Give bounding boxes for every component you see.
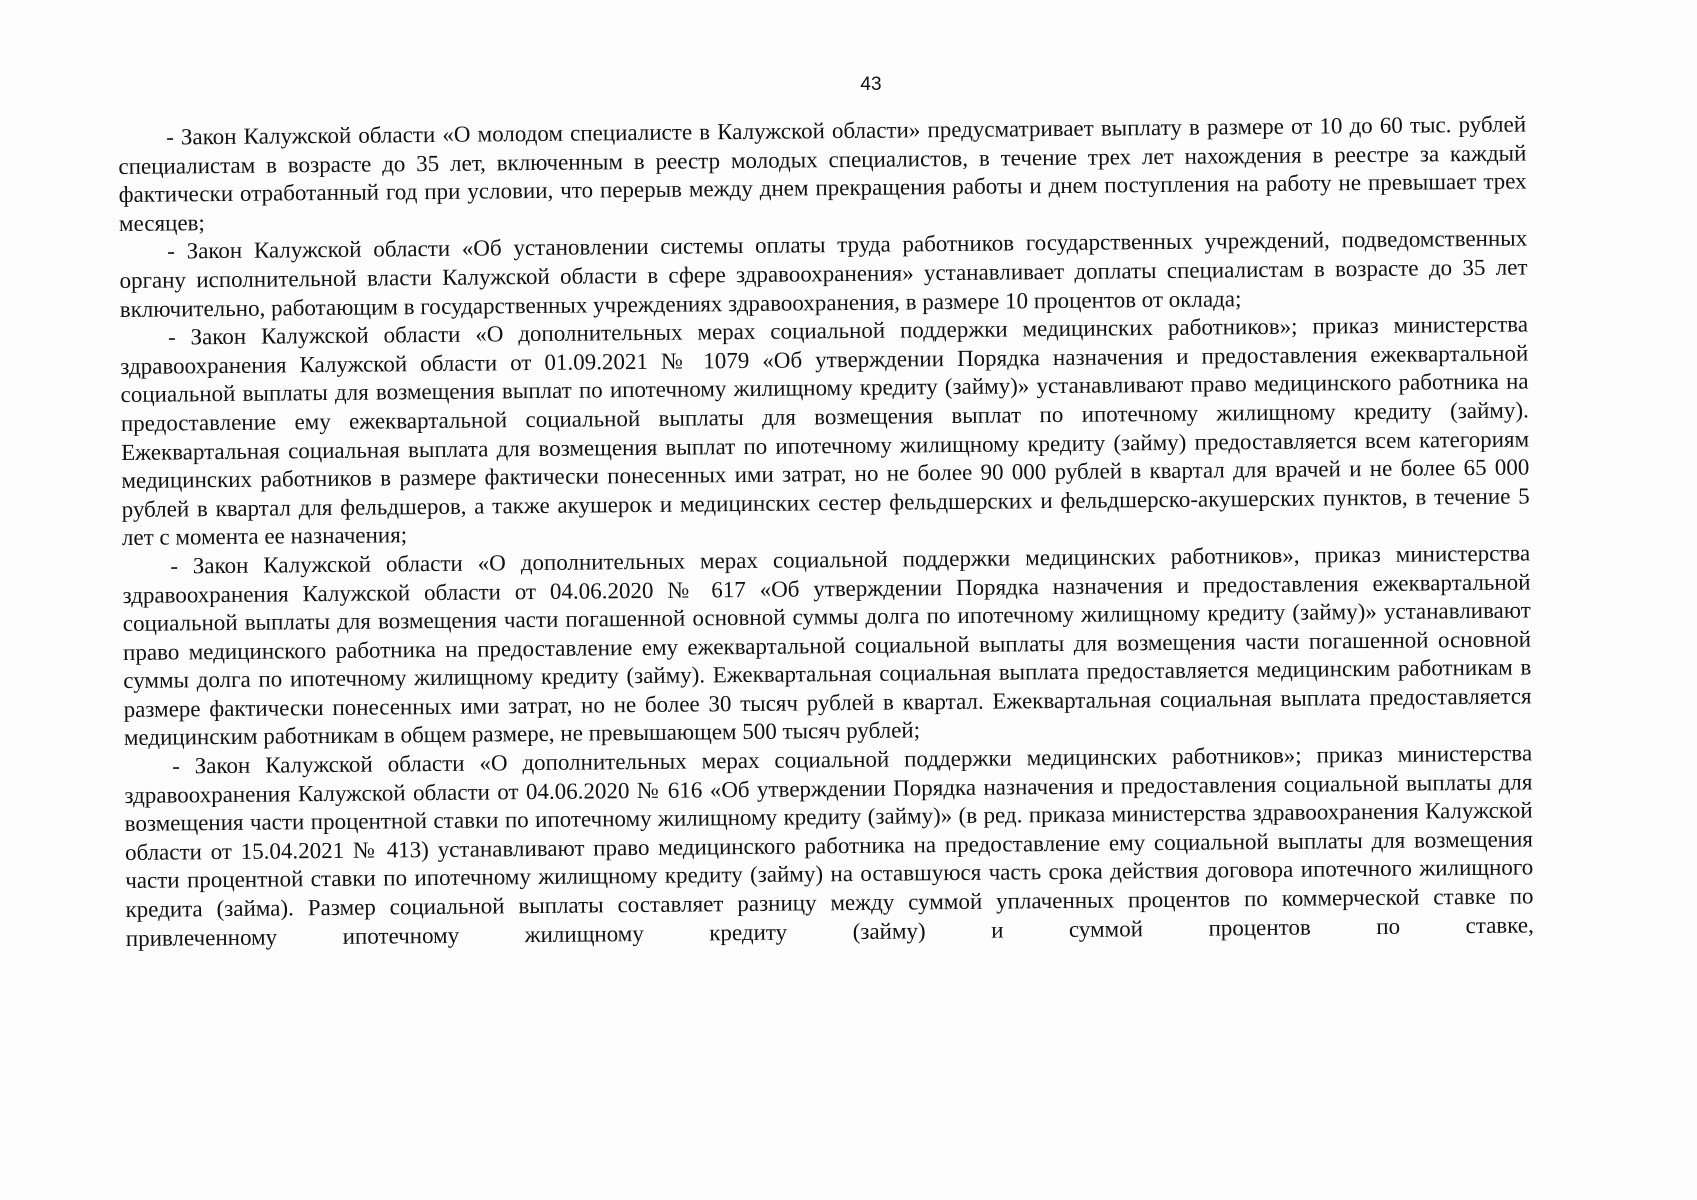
paragraph-young-specialist-law: - Закон Калужской области «О молодом специалисте в Калужской области» предусматривает выплату в размере от 10 до 60 тыс. рублей специалистам в возрасте до 35 лет, включенным в реестр молодых специалистов, в течение трех лет нахождения в реестре за каждый фактически отработанный год при условии, что перерыв между днем прекращения работы и днем поступления на работу не превышает трех месяцев; xyxy=(118,111,1527,236)
paragraph-pay-system-law: - Закон Калужской области «Об установлении системы оплаты труда работников государственных учреждений, подведомственных органу исполнительной власти Калужской области в сфере здравоохранения» устанавливает доплаты специалистам в возрасте до 35 лет включительно, работающим в государственных учреждениях здравоохранения, в размере 10 процентов от оклада; xyxy=(119,225,1528,322)
paragraph-mortgage-payments: - Закон Калужской области «О дополнительных мерах социальной поддержки медицинских работников»; приказ министерства здравоохранения Калужской области от 01.09.2021 № 1079 «Об утверждении Порядка назначения и предоставления ежеквартальной социальной выплаты для возмещения выплат по ипотечному жилищному кредиту (займу)» устанавливают право медицинского работника на предоставление ему ежеквартальной социальной выплаты для возмещения выплат по ипотечному жилищному кредиту (займу). Ежеквартальная социальная выплата для возмещения выплат по ипотечному жилищному кредиту (займу) предоставляется всем категориям медицинских работников в размере фактически понесенных ими затрат, но не более 90 000 рублей в квартал для врачей и не более 65 000 рублей в квартал для фельдшеров, а также акушерок и медицинских сестер фельдшерских и фельдшерско-акушерских пунктов, в течение 5 лет с момента ее назначения; xyxy=(120,311,1530,551)
document-body xyxy=(118,110,1534,953)
paragraph-mortgage-principal: - Закон Калужской области «О дополнительных мерах социальной поддержки медицинских работников», приказ министерства здравоохранения Калужской области от 04.06.2020 № 617 «Об утверждении Порядка назначения и предоставления ежеквартальной социальной выплаты для возмещения части погашенной основной суммы долга по ипотечному жилищному кредиту (займу)» устанавливают право медицинского работника на предоставление ему ежеквартальной социальной выплаты для возмещения части погашенной основной суммы долга по ипотечному жилищному кредиту (займу). Ежеквартальная социальная выплата предоставляется медицинским работникам в размере фактически понесенных ими затрат, но не более 30 тысяч рублей в квартал. Ежеквартальная социальная выплата предоставляется медицинским работникам в общем размере, не превышающем 500 тысяч рублей; xyxy=(122,540,1532,751)
page-number: 43 xyxy=(860,74,882,95)
paragraph-mortgage-interest: - Закон Калужской области «О дополнительных мерах социальной поддержки медицинских работников»; приказ министерства здравоохранения Калужской области от 04.06.2020 № 616 «Об утверждении Порядка назначения и предоставления социальной выплаты для возмещения части процентной ставки по ипотечному жилищному кредиту (займу)» (в ред. приказа министерства здравоохранения Калужской области от 15.04.2021 № 413) устанавливают право медицинского работника на предоставление ему социальной выплаты для возмещения части процентной ставки по ипотечному жилищному кредиту (займу) на оставшуюся часть срока действия договора ипотечного жилищного кредита (займа). Размер социальной выплаты составляет разницу между суммой уплаченных процентов по коммерческой ставке по привлеченному ипотечному жилищному кредиту (займу) и суммой процентов по ставке, xyxy=(124,740,1534,951)
